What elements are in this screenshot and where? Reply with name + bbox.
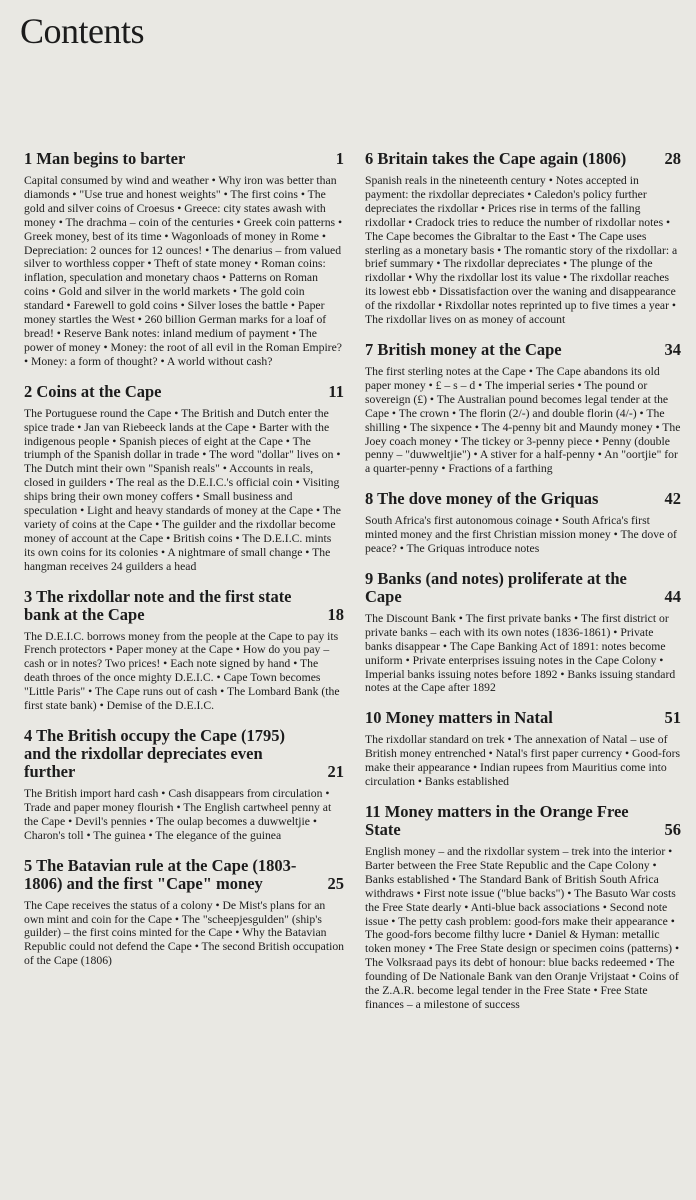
chapter-topics: South Africa's first autonomous coinage • South Africa's first minted money and the first Christian mission money • The dove of peace? • The Griquas introduce notes	[365, 514, 677, 556]
chapter-title: The dove money of the Griquas	[377, 489, 599, 509]
toc-entry-8	[365, 490, 681, 556]
chapter-title: British money at the Cape	[377, 339, 562, 359]
chapter-number: 6	[365, 149, 374, 168]
toc-entry-7	[365, 341, 681, 476]
chapter-topics: Capital consumed by wind and weather • Why iron was better than diamonds • "Use true and honest weights" • The first coins • The gold and silver coins of Croesus • Greece: city states awash with money • The drachma – coin of the centuries • Greek coin patterns • Greek money, best of its time • Wagonloads of money in Rome • Depreciation: 2 ounces for 12 ounces! • The denarius – from valued silver to worthless copper • Theft of state money • Roman coins: inflation, speculation and monetary chaos • Patterns on Roman coins • Gold and silver in the world markets • The gold coin standard • Farewell to gold coins • Silver loses the battle • Paper money startles the West • 260 billion German marks for a loaf of bread! • Reserve Bank notes: inland medium of payment • The power of money • Money: the root of all evil in the Roman Empire? • Money: a form of thought? • A world without cash?	[24, 174, 343, 368]
toc-entry-4	[24, 727, 344, 843]
chapter-number: 8	[365, 489, 374, 509]
chapter-topics: English money – and the rixdollar system – trek into the interior • Barter between the Free State Republic and the Cape Colony • Banks established • The Standard Bank of British South Africa withdraws • First note issue ("blue backs") • The Basuto War costs the Free State dearly • Anti-blue back associations • Second note issue • The petty cash problem: good-fors make their appearance • The good-fors become filthy lucre • Daniel & Hyman: metallic token money • The Free State design or specimen coins (patterns) • The Volksraad pays its debt of honour: blue backs redeemed • The founding of De Nationale Bank van den Oranje Vrijstaat • Coins of the Z.A.R. become legal tender in the Free State • Free State finances – a milestone of success	[365, 845, 680, 1011]
chapter-page-number: 1	[335, 149, 344, 168]
chapter-page-number: 25	[327, 873, 344, 893]
page-title: Contents	[20, 11, 145, 51]
chapter-heading	[24, 727, 344, 781]
toc-entry-1	[24, 150, 344, 369]
chapter-page-number: 28	[664, 149, 681, 168]
chapter-heading	[365, 570, 681, 606]
chapter-topics: The D.E.I.C. borrows money from the people at the Cape to pay its French protectors • Paper money at the Cape • How do you pay – cash or in notes? Two prices! • Each note signed by hand • The death throes of the once mighty D.E.I.C. • Cape Town becomes "Little Paris" • The Cape runs out of cash • The Lombard Bank (the first state bank) • Demise of the D.E.I.C.	[24, 629, 340, 713]
toc-entry-11	[365, 803, 681, 1012]
chapter-number: 1	[24, 149, 33, 168]
chapter-page-number: 21	[327, 762, 344, 781]
chapter-title: Money matters in Natal	[385, 708, 553, 728]
contents-column-left	[24, 150, 344, 982]
chapter-heading	[365, 150, 681, 168]
chapter-topics: The first sterling notes at the Cape • The Cape abandons its old paper money • £ – s – d • The imperial series • The pound or sovereign (£) • The Australian pound becomes legal tender at the Cape • The crown • The florin (2/-) and double florin (4/-) • The shilling • The sixpence • The 4-penny bit and Maundy money • The Joey coach money • The tickey or 3-penny piece • Penny (double penny – "duwweltjie") • A stiver for a half-penny • An "oortjie" for a quarter-penny • Fractions of a farthing	[365, 364, 681, 476]
chapter-title: The Batavian rule at the Cape (1803-1806) and the first "Cape" money	[24, 855, 297, 893]
chapter-title: Coins at the Cape	[36, 381, 162, 401]
toc-entry-10	[365, 709, 681, 789]
chapter-title: Banks (and notes) proliferate at the Cape	[365, 568, 627, 606]
chapter-number: 5	[24, 855, 33, 875]
toc-entry-3	[24, 588, 344, 713]
chapter-number: 11	[365, 802, 381, 821]
chapter-topics: The rixdollar standard on trek • The annexation of Natal – use of British money entrenched • Natal's first paper currency • Good-fors make their appearance • Indian rupees from Mauritius come into circulation • Banks established	[365, 733, 681, 789]
chapter-title: Britain takes the Cape again (1806)	[377, 149, 627, 168]
chapter-number: 7	[365, 339, 374, 359]
chapter-number: 3	[24, 586, 33, 606]
chapter-number: 4	[24, 726, 33, 745]
chapter-heading	[24, 857, 344, 893]
chapter-number: 10	[365, 708, 382, 728]
chapter-heading	[365, 709, 681, 727]
chapter-heading	[365, 803, 681, 839]
chapter-heading	[365, 341, 681, 359]
contents-column-right	[365, 150, 681, 1026]
chapter-title: The rixdollar note and the first state bank at the Cape	[24, 586, 292, 624]
chapter-topics: The Portuguese round the Cape • The British and Dutch enter the spice trade • Jan van Riebeeck lands at the Cape • Barter with the indigenous people • Spanish pieces of eight at the Cape • The triumph of the Spanish dollar in trade • The word "dollar" lives on • The Dutch mint their own "Spanish reals" • Accounts in reals, closed in guilders • The real as the D.E.I.C.'s official coin • Visiting ships bring their own money coffers • Small business and speculation • Light and heavy standards of money at the Cape • The variety of coins at the Cape • The guilder and the rixdollar become money of account at the Cape • British coins • The D.E.I.C. mints its own coins for its colonies • A nightmare of small change • The hangman receives 24 guilders a head	[24, 406, 341, 573]
chapter-heading	[24, 588, 344, 624]
chapter-heading	[365, 490, 681, 508]
chapter-page-number: 18	[327, 604, 344, 624]
chapter-page-number: 42	[664, 489, 681, 509]
chapter-title: Money matters in the Orange Free State	[365, 802, 629, 839]
chapter-topics: Spanish reals in the nineteenth century • Notes accepted in payment: the rixdollar depreciates • Caledon's policy further depreciates the rixdollar • Prices rise in terms of the falling rixdollar • Cradock tries to reduce the number of rixdollar notes • The Cape becomes the Gibraltar to the East • The Cape uses sterling as a monetary basis • The romantic story of the rixdollar: a brief summary • The rixdollar depreciates • The plunge of the rixdollar • Why the rixdollar lost its value • The rixdollar reaches its lowest ebb • Dissatisfaction over the waning and disappearance of the rixdollar • Rixdollar notes reprinted up to five times a year • The rixdollar lives on as money of account	[365, 174, 678, 327]
chapter-number: 9	[365, 568, 374, 588]
chapter-heading	[24, 383, 344, 401]
chapter-topics: The Cape receives the status of a colony • De Mist's plans for an own mint and coin for the Cape • The "scheepjesgulden" (ship's guilder) – the first coins minted for the Cape • Why the Batavian Republic could not defend the Cape • The second British occupation of the Cape (1806)	[24, 898, 345, 968]
chapter-number: 2	[24, 381, 33, 401]
toc-entry-5	[24, 857, 344, 969]
chapter-title: Man begins to barter	[36, 149, 186, 168]
chapter-topics: The Discount Bank • The first private banks • The first district or private banks – each with its own notes (1836-1861) • Private banks disappear • The Cape Banking Act of 1891: notes become uniform • Private enterprises issuing notes in the Cape Colony • Imperial banks issuing notes before 1892 • Banks issuing standard notes at the Cape after 1892	[365, 611, 676, 695]
toc-entry-9	[365, 570, 681, 695]
chapter-page-number: 56	[664, 820, 681, 839]
chapter-topics: The British import hard cash • Cash disappears from circulation • Trade and paper money flourish • The English cartwheel penny at the Cape • Devil's pennies • The oulap becomes a duwweltjie • Charon's toll • The guinea • The elegance of the guinea	[24, 787, 332, 842]
chapter-page-number: 34	[664, 339, 681, 359]
chapter-page-number: 11	[328, 381, 344, 401]
chapter-page-number: 51	[664, 708, 681, 728]
toc-entry-2	[24, 383, 344, 574]
chapter-title: The British occupy the Cape (1795) and the rixdollar depreciates even further	[24, 726, 285, 781]
chapter-page-number: 44	[664, 586, 681, 606]
chapter-heading	[24, 150, 344, 168]
toc-entry-6	[365, 150, 681, 327]
